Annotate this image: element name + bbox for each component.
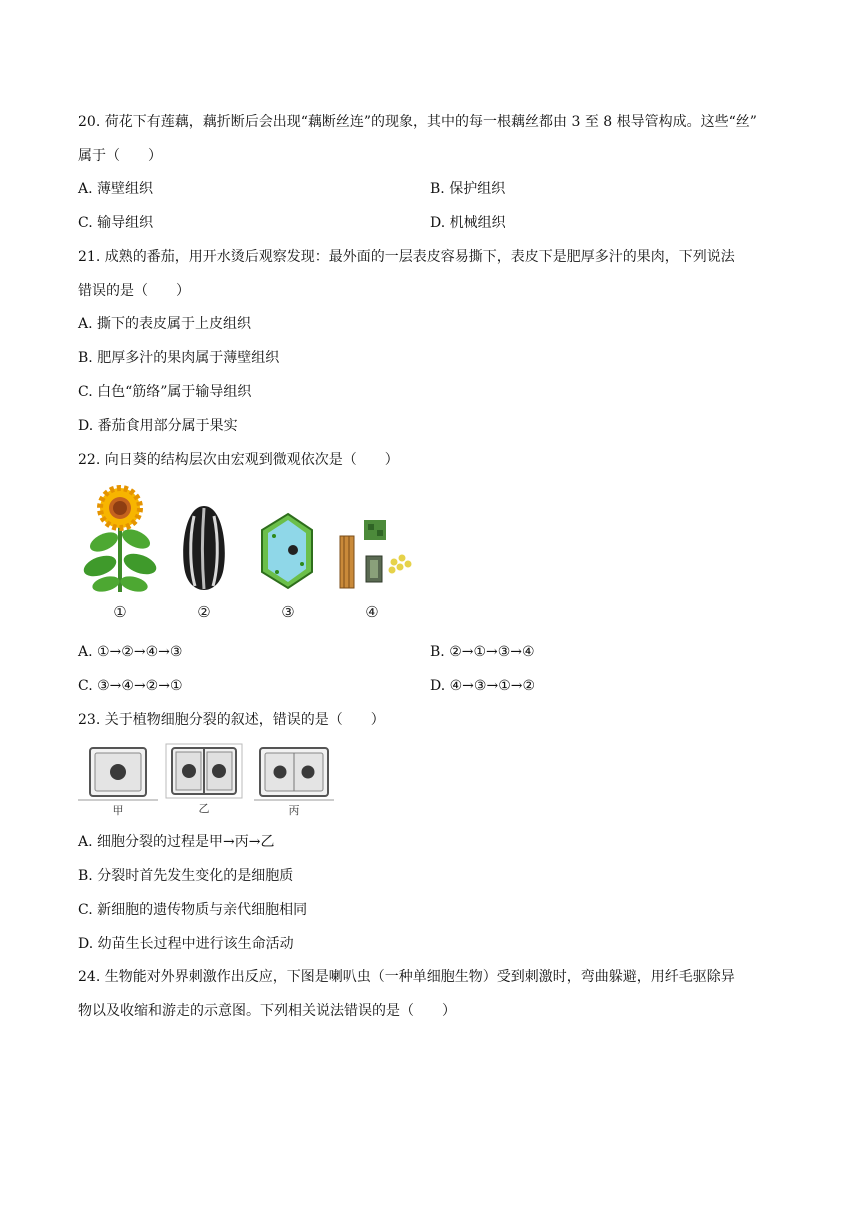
q20-stem-line1: 20. 荷花下有莲藕，藕折断后会出现“藕断丝连”的现象，其中的每一根藕丝都由 3 至 8 根导管构成。这些“丝” xyxy=(78,114,757,130)
cell-label-jia: 甲 xyxy=(112,804,124,817)
figure-label-4: ④ xyxy=(365,603,379,621)
q22-stem: 22. 向日葵的结构层次由宏观到微观依次是（ ） xyxy=(78,452,399,468)
figure-label-3: ③ xyxy=(281,603,295,621)
cell-label-yi: 乙 xyxy=(198,802,210,815)
cell-yi-image xyxy=(166,744,242,798)
q23-option-c: C. 新细胞的遗传物质与亲代细胞相同 xyxy=(78,902,308,918)
q21-option-a: A. 撕下的表皮属于上皮组织 xyxy=(78,316,252,332)
sunflower-seed-image xyxy=(183,506,225,590)
cell-bing-image xyxy=(254,748,334,800)
figure-label-2: ② xyxy=(197,603,211,621)
q22-option-b: B. ②→①→③→④ xyxy=(430,644,535,660)
q24-stem-line1: 24. 生物能对外界刺激作出反应，下图是喇叭虫（一种单细胞生物）受到刺激时，弯曲躲避，用纤毛驱除异 xyxy=(78,969,735,985)
sunflower-plant-image xyxy=(81,488,159,594)
plant-tissues-image xyxy=(340,520,412,588)
q21-stem-line2: 错误的是（ ） xyxy=(78,283,190,299)
q22-option-c: C. ③→④→②→① xyxy=(78,678,183,694)
sunflower-structure-figure xyxy=(78,484,428,624)
q20-stem-line2: 属于（ ） xyxy=(78,148,162,164)
q23-stem: 23. 关于植物细胞分裂的叙述，错误的是（ ） xyxy=(78,712,385,728)
q24-stem-line2: 物以及收缩和游走的示意图。下列相关说法错误的是（ ） xyxy=(78,1003,456,1019)
q21-option-d: D. 番茄食用部分属于果实 xyxy=(78,418,238,434)
cell-jia-image xyxy=(78,748,158,800)
figure-label-1: ① xyxy=(113,603,127,621)
q22-option-a: A. ①→②→④→③ xyxy=(78,644,183,660)
q22-option-d: D. ④→③→①→② xyxy=(430,678,536,694)
plant-cell-image xyxy=(262,514,312,588)
cell-label-bing: 丙 xyxy=(288,804,300,817)
q21-option-c: C. 白色“筋络”属于输导组织 xyxy=(78,384,252,400)
q20-option-b: B. 保护组织 xyxy=(430,181,506,197)
cell-division-figure xyxy=(78,742,340,818)
q20-option-a: A. 薄壁组织 xyxy=(78,181,154,197)
q23-option-a: A. 细胞分裂的过程是甲→丙→乙 xyxy=(78,834,275,850)
q21-option-b: B. 肥厚多汁的果肉属于薄壁组织 xyxy=(78,350,280,366)
q23-option-b: B. 分裂时首先发生变化的是细胞质 xyxy=(78,868,294,884)
q20-option-c: C. 输导组织 xyxy=(78,215,154,231)
q20-option-d: D. 机械组织 xyxy=(430,215,506,231)
q21-stem-line1: 21. 成熟的番茄，用开水烫后观察发现：最外面的一层表皮容易撕下，表皮下是肥厚多汁的果肉，下列说法 xyxy=(78,249,735,265)
q23-option-d: D. 幼苗生长过程中进行该生命活动 xyxy=(78,936,294,952)
